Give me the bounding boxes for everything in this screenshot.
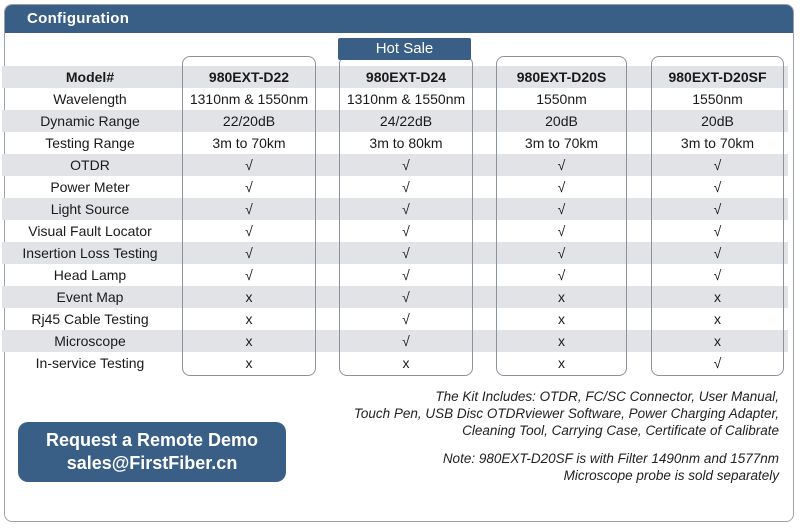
table-row <box>0 286 800 308</box>
spec-value: √ <box>557 201 566 217</box>
feature-label: Visual Fault Locator <box>28 223 152 239</box>
feature-label: Rj45 Cable Testing <box>31 311 149 327</box>
spec-value: x <box>714 333 721 349</box>
spec-value: 1550nm <box>692 91 743 107</box>
column-header: 980EXT-D24 <box>365 69 447 85</box>
feature-label: Insertion Loss Testing <box>22 245 158 261</box>
spec-value: √ <box>557 245 566 261</box>
panel-title: Configuration <box>27 10 130 27</box>
request-demo-label: Request a Remote Demo <box>45 430 259 450</box>
table-row <box>0 132 800 154</box>
table-row <box>0 352 800 374</box>
spec-value: 20dB <box>545 113 578 129</box>
spec-value: √ <box>402 223 410 239</box>
spec-value: 3m to 80km <box>369 135 443 151</box>
spec-value: x <box>402 355 410 371</box>
spec-value: √ <box>245 157 253 173</box>
spec-table <box>0 66 800 374</box>
spec-value: √ <box>557 223 566 239</box>
column-header-model: Model# <box>65 69 115 85</box>
table-row <box>0 88 800 110</box>
spec-value: x <box>558 355 565 371</box>
hot-sale-badge: Hot Sale <box>338 38 471 60</box>
feature-label: Head Lamp <box>53 267 127 283</box>
spec-value: x <box>245 311 253 327</box>
feature-label: Event Map <box>56 289 124 305</box>
spec-value: √ <box>402 245 410 261</box>
note-line: Note: 980EXT-D20SF is with Filter 1490nm and 1577nm <box>442 451 779 466</box>
spec-value: √ <box>245 201 253 217</box>
spec-value: x <box>245 355 253 371</box>
spec-value: 1550nm <box>536 91 587 107</box>
table-row <box>0 110 800 132</box>
spec-value: √ <box>557 179 566 195</box>
feature-label: In-service Testing <box>35 355 145 371</box>
spec-value: x <box>714 289 721 305</box>
kit-line: The Kit Includes: OTDR, FC/SC Connector, User Manual, <box>435 389 779 404</box>
spec-value: √ <box>402 201 410 217</box>
column-header: 980EXT-D22 <box>208 69 290 85</box>
spec-value: √ <box>245 267 253 283</box>
table-row <box>0 154 800 176</box>
spec-value: x <box>558 289 565 305</box>
spec-value: 1310nm & 1550nm <box>189 91 309 107</box>
spec-value: √ <box>402 311 410 327</box>
request-demo-button[interactable] <box>18 422 286 482</box>
table-row <box>0 198 800 220</box>
spec-value: √ <box>713 179 722 195</box>
spec-value: 24/22dB <box>379 113 433 129</box>
feature-label: OTDR <box>70 157 110 173</box>
spec-value: √ <box>245 179 253 195</box>
table-row <box>0 176 800 198</box>
feature-label: Microscope <box>54 333 126 349</box>
feature-label: Power Meter <box>50 179 130 195</box>
feature-label: Light Source <box>50 201 130 217</box>
table-row <box>0 264 800 286</box>
sales-email-link[interactable]: sales@FirstFiber.cn <box>66 453 238 473</box>
column-header: 980EXT-D20S <box>516 69 607 85</box>
feature-label: Wavelength <box>53 91 127 107</box>
spec-value: √ <box>713 245 722 261</box>
spec-value: 3m to 70km <box>680 135 755 151</box>
spec-value: √ <box>245 245 253 261</box>
spec-value: 3m to 70km <box>524 135 599 151</box>
column-header: 980EXT-D20SF <box>668 69 767 85</box>
table-row <box>0 220 800 242</box>
spec-value: √ <box>402 267 410 283</box>
spec-value: √ <box>713 267 722 283</box>
spec-value: 20dB <box>701 113 734 129</box>
panel-header <box>5 5 793 33</box>
spec-value: 22/20dB <box>222 113 276 129</box>
spec-value: √ <box>402 333 410 349</box>
feature-label: Dynamic Range <box>40 113 140 129</box>
spec-value: x <box>245 289 253 305</box>
table-header-row <box>0 66 800 88</box>
spec-value: √ <box>713 223 722 239</box>
spec-value: √ <box>402 289 410 305</box>
spec-value: x <box>245 333 253 349</box>
spec-value: √ <box>557 267 566 283</box>
spec-value: √ <box>557 157 566 173</box>
table-row <box>0 242 800 264</box>
spec-value: x <box>558 333 565 349</box>
spec-value: x <box>558 311 565 327</box>
spec-value: √ <box>245 223 253 239</box>
spec-value: √ <box>402 157 410 173</box>
kit-line: Cleaning Tool, Carrying Case, Certificate of Calibrate <box>462 423 779 438</box>
table-row <box>0 330 800 352</box>
spec-value: √ <box>402 179 410 195</box>
note-line: Microscope probe is sold separately <box>563 468 779 483</box>
spec-value: 1310nm & 1550nm <box>346 91 466 107</box>
spec-value: √ <box>713 157 722 173</box>
spec-value: √ <box>713 355 722 371</box>
spec-value: 3m to 70km <box>212 135 286 151</box>
spec-value: x <box>714 311 721 327</box>
kit-notes <box>279 388 779 484</box>
kit-line: Touch Pen, USB Disc OTDRviewer Software, Power Charging Adapter, <box>353 406 779 421</box>
spec-value: √ <box>713 201 722 217</box>
feature-label: Testing Range <box>45 135 135 151</box>
table-row <box>0 308 800 330</box>
